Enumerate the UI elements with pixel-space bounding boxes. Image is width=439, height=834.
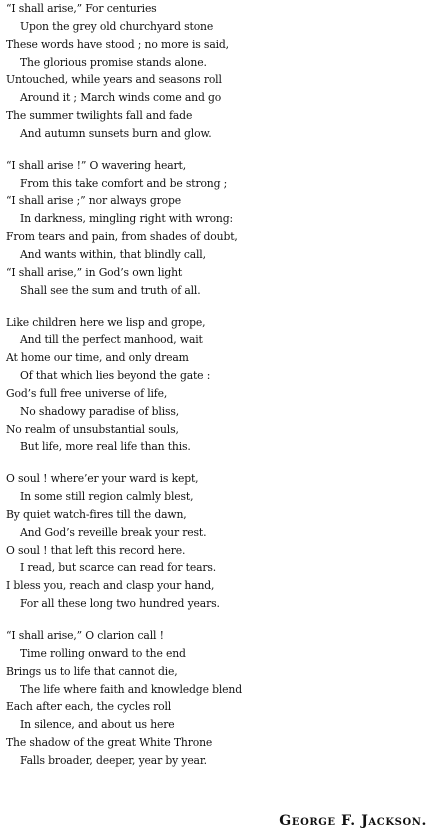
poem-line: “I shall arise ;” nor always grope	[6, 194, 181, 208]
poem-line: Time rolling onward to the end	[20, 646, 186, 660]
poem-line: But life, more real life than this.	[20, 440, 191, 454]
poem-line: Brings us to life that cannot die,	[6, 664, 178, 678]
poem-line: No realm of unsubstantial souls,	[6, 422, 179, 436]
stanza	[0, 470, 439, 613]
poem-line: Of that which lies beyond the gate :	[20, 369, 211, 383]
poem-line: And wants within, that blindly call,	[20, 247, 206, 261]
author-signature: George F. Jackson.	[279, 813, 427, 829]
stanza-gap	[0, 613, 439, 627]
poem-line: The life where faith and knowledge blend	[20, 682, 242, 696]
poem-line: Around it ; March winds come and go	[20, 91, 222, 105]
poem-line: Each after each, the cycles roll	[6, 700, 172, 714]
poem-line: Shall see the sum and truth of all.	[20, 283, 201, 297]
poem-line: Like children here we lisp and grope,	[6, 315, 206, 329]
poem-line: Upon the grey old churchyard stone	[20, 19, 214, 33]
poem-line: And till the perfect manhood, wait	[20, 333, 203, 347]
poem-line: At home our time, and only dream	[6, 351, 189, 365]
poem-line: From this take comfort and be strong ;	[20, 176, 228, 190]
poem-line: In silence, and about us here	[20, 718, 175, 732]
stanza	[0, 314, 439, 457]
poem-line: No shadowy paradise of bliss,	[20, 404, 180, 418]
stanza	[0, 157, 439, 300]
poem-line: “I shall arise,” O clarion call !	[6, 629, 164, 642]
poem-line: I read, but scarce can read for tears.	[20, 561, 217, 575]
poem-line: I bless you, reach and clasp your hand,	[6, 579, 215, 593]
stanza-gap	[0, 300, 439, 314]
poem-line: These words have stood ; no more is said,	[6, 37, 229, 51]
poem-line: For all these long two hundred years.	[20, 597, 220, 611]
poem-line: From tears and pain, from shades of doubt,	[6, 230, 238, 244]
stanza-gap	[0, 456, 439, 470]
poem-line: The glorious promise stands alone.	[20, 55, 207, 69]
poem-line: “I shall arise,” For centuries	[6, 2, 157, 15]
poem-line: The shadow of the great White Throne	[6, 736, 213, 750]
stanza-gap	[0, 143, 439, 157]
poem-line: And autumn sunsets burn and glow.	[20, 126, 212, 140]
poem-line: In darkness, mingling right with wrong:	[20, 212, 233, 226]
stanza	[0, 0, 439, 143]
poem-line: God’s full free universe of life,	[6, 386, 168, 400]
poem-line: Untouched, while years and seasons roll	[6, 73, 222, 87]
poem-line: In some still region calmly blest,	[20, 490, 194, 504]
poem-line: O soul ! where’er your ward is kept,	[6, 472, 199, 486]
poem-line: The summer twilights fall and fade	[6, 109, 193, 123]
poem-line: “I shall arise,” in God’s own light	[6, 265, 183, 279]
poem-line: And God’s reveille break your rest.	[20, 525, 207, 539]
poem-line: By quiet watch-fires till the dawn,	[6, 507, 187, 521]
poem-line: O soul ! that left this record here.	[6, 543, 186, 557]
poem-line: Falls broader, deeper, year by year.	[20, 753, 207, 767]
poem-line: “I shall arise !” O wavering heart,	[6, 158, 187, 172]
stanza	[0, 627, 439, 770]
